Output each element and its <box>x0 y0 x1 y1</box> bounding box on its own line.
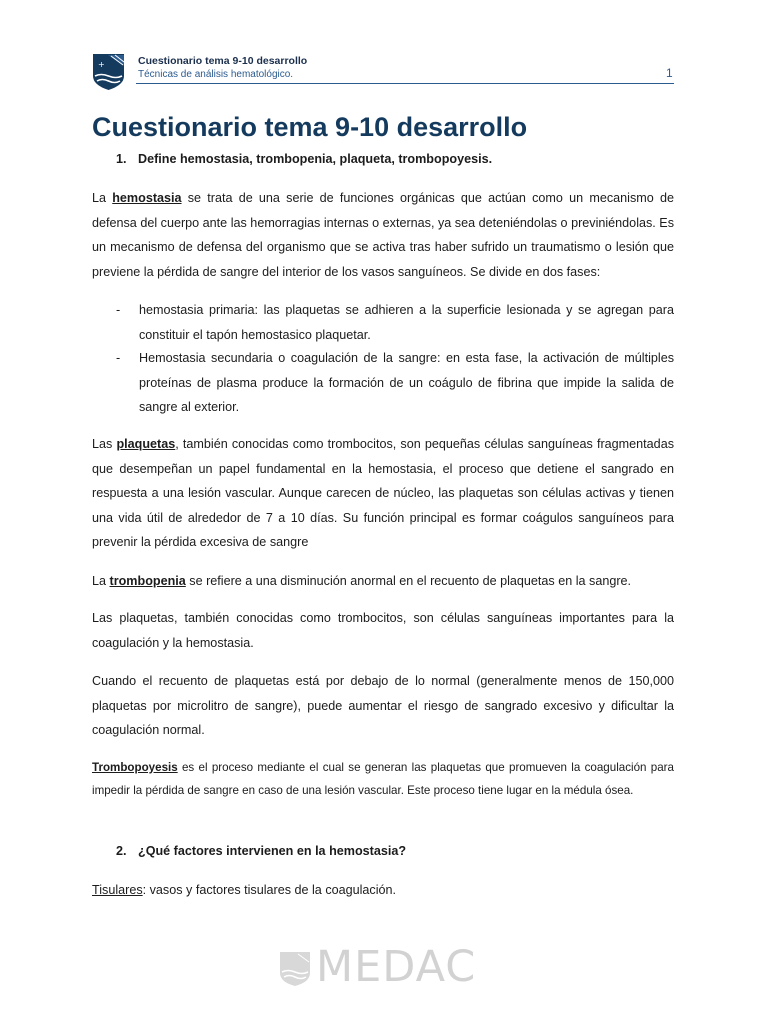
term-tisulares: Tisulares <box>92 883 143 897</box>
paragraph-tisulares <box>92 878 674 903</box>
header-subtitle: Técnicas de análisis hematológico. <box>138 69 294 80</box>
paragraph-plaquetas-lead: Las <box>92 437 117 451</box>
list-dash: - <box>116 303 121 317</box>
question-1-text: Define hemostasia, trombopenia, plaqueta, trombopoyesis. <box>138 152 493 166</box>
question-2-number: 2. <box>116 844 127 858</box>
header-divider <box>136 83 674 84</box>
document-title: Cuestionario tema 9-10 desarrollo <box>92 112 528 142</box>
medac-shield-icon <box>91 52 126 92</box>
term-trombopoyesis: Trombopoyesis <box>92 761 178 774</box>
list-item-text: Hemostasia secundaria o coagulación de la sangre: en esta fase, la activación de múltiples proteínas de plasma produce la formación de un coágulo de fibrina que impide la salida de sangre al exterior. <box>139 351 674 414</box>
paragraph-hemostasia <box>92 186 674 284</box>
paragraph-hemostasia-body: se trata de una serie de funciones orgánicas que actúan como un mecanismo de defensa del cuerpo ante las hemorragias internas o externas, ya sea deteniéndolas o previniéndolas. Es un mecanismo de defensa del organismo que se activa tras haber sufrido un traumatismo o lesión que previene la pérdida de sangre del interior de los vasos sanguíneos. Se divide en dos fases: <box>92 191 674 279</box>
svg-text:+: + <box>98 60 105 69</box>
paragraph-plaquetas-importancia: Las plaquetas, también conocidas como trombocitos, son células sanguíneas importantes para la coagulación y la hemostasia. <box>92 611 674 650</box>
page-number: 1 <box>666 66 673 80</box>
paragraph-tisulares-body: : vasos y factores tisulares de la coagulación. <box>142 883 397 897</box>
paragraph-hemostasia-lead: La <box>92 191 113 205</box>
question-1-number: 1. <box>116 152 127 166</box>
medac-shield-icon <box>278 950 312 988</box>
footer-brand: MEDAC <box>316 942 477 992</box>
paragraph-recuento: Cuando el recuento de plaquetas está por debajo de lo normal (generalmente menos de 150,000 plaquetas por microlitro de sangre), puede aumentar el riesgo de sangrado excesivo y dificultar la coagulación normal. <box>92 674 674 737</box>
question-2 <box>116 844 406 858</box>
question-1 <box>116 152 492 166</box>
question-2-text: ¿Qué factores intervienen en la hemostasia? <box>138 844 407 858</box>
paragraph-trombopenia-body: se refiere a una disminución anormal en el recuento de plaquetas en la sangre. <box>185 574 632 588</box>
paragraph-trombopoyesis <box>92 757 674 802</box>
header-title: Cuestionario tema 9-10 desarrollo <box>138 55 308 67</box>
paragraph-trombopenia <box>92 569 674 594</box>
paragraph-plaquetas <box>92 432 674 555</box>
term-plaquetas: plaquetas <box>116 437 176 451</box>
term-hemostasia: hemostasia <box>112 191 182 205</box>
paragraph-trombopenia-lead: La <box>92 574 110 588</box>
paragraph-plaquetas-body: , también conocidas como trombocitos, son pequeñas células sanguíneas fragmentadas que desempeñan un papel fundamental en la hemostasia, el proceso que detiene el sangrado en respuesta a una lesión vascular. Aunque carecen de núcleo, las plaquetas son células activas y tienen una vida útil de alrededor de 7 a 10 días. Su función principal es formar coágulos sanguíneos para prevenir la pérdida excesiva de sangre <box>92 437 674 549</box>
list-item-text: hemostasia primaria: las plaquetas se adhieren a la superficie lesionada y se agregan para constituir el tapón hemostasico plaquetar. <box>139 303 674 342</box>
paragraph-trombopoyesis-body: es el proceso mediante el cual se generan las plaquetas que promueven la coagulación para impedir la pérdida de sangre en caso de una lesión vascular. Este proceso tiene lugar en la médula ósea. <box>92 761 674 797</box>
list-item-hemostasia-secundaria <box>116 346 674 420</box>
term-trombopenia: trombopenia <box>109 574 186 588</box>
list-dash: - <box>116 351 121 365</box>
list-item-hemostasia-primaria <box>116 298 674 347</box>
